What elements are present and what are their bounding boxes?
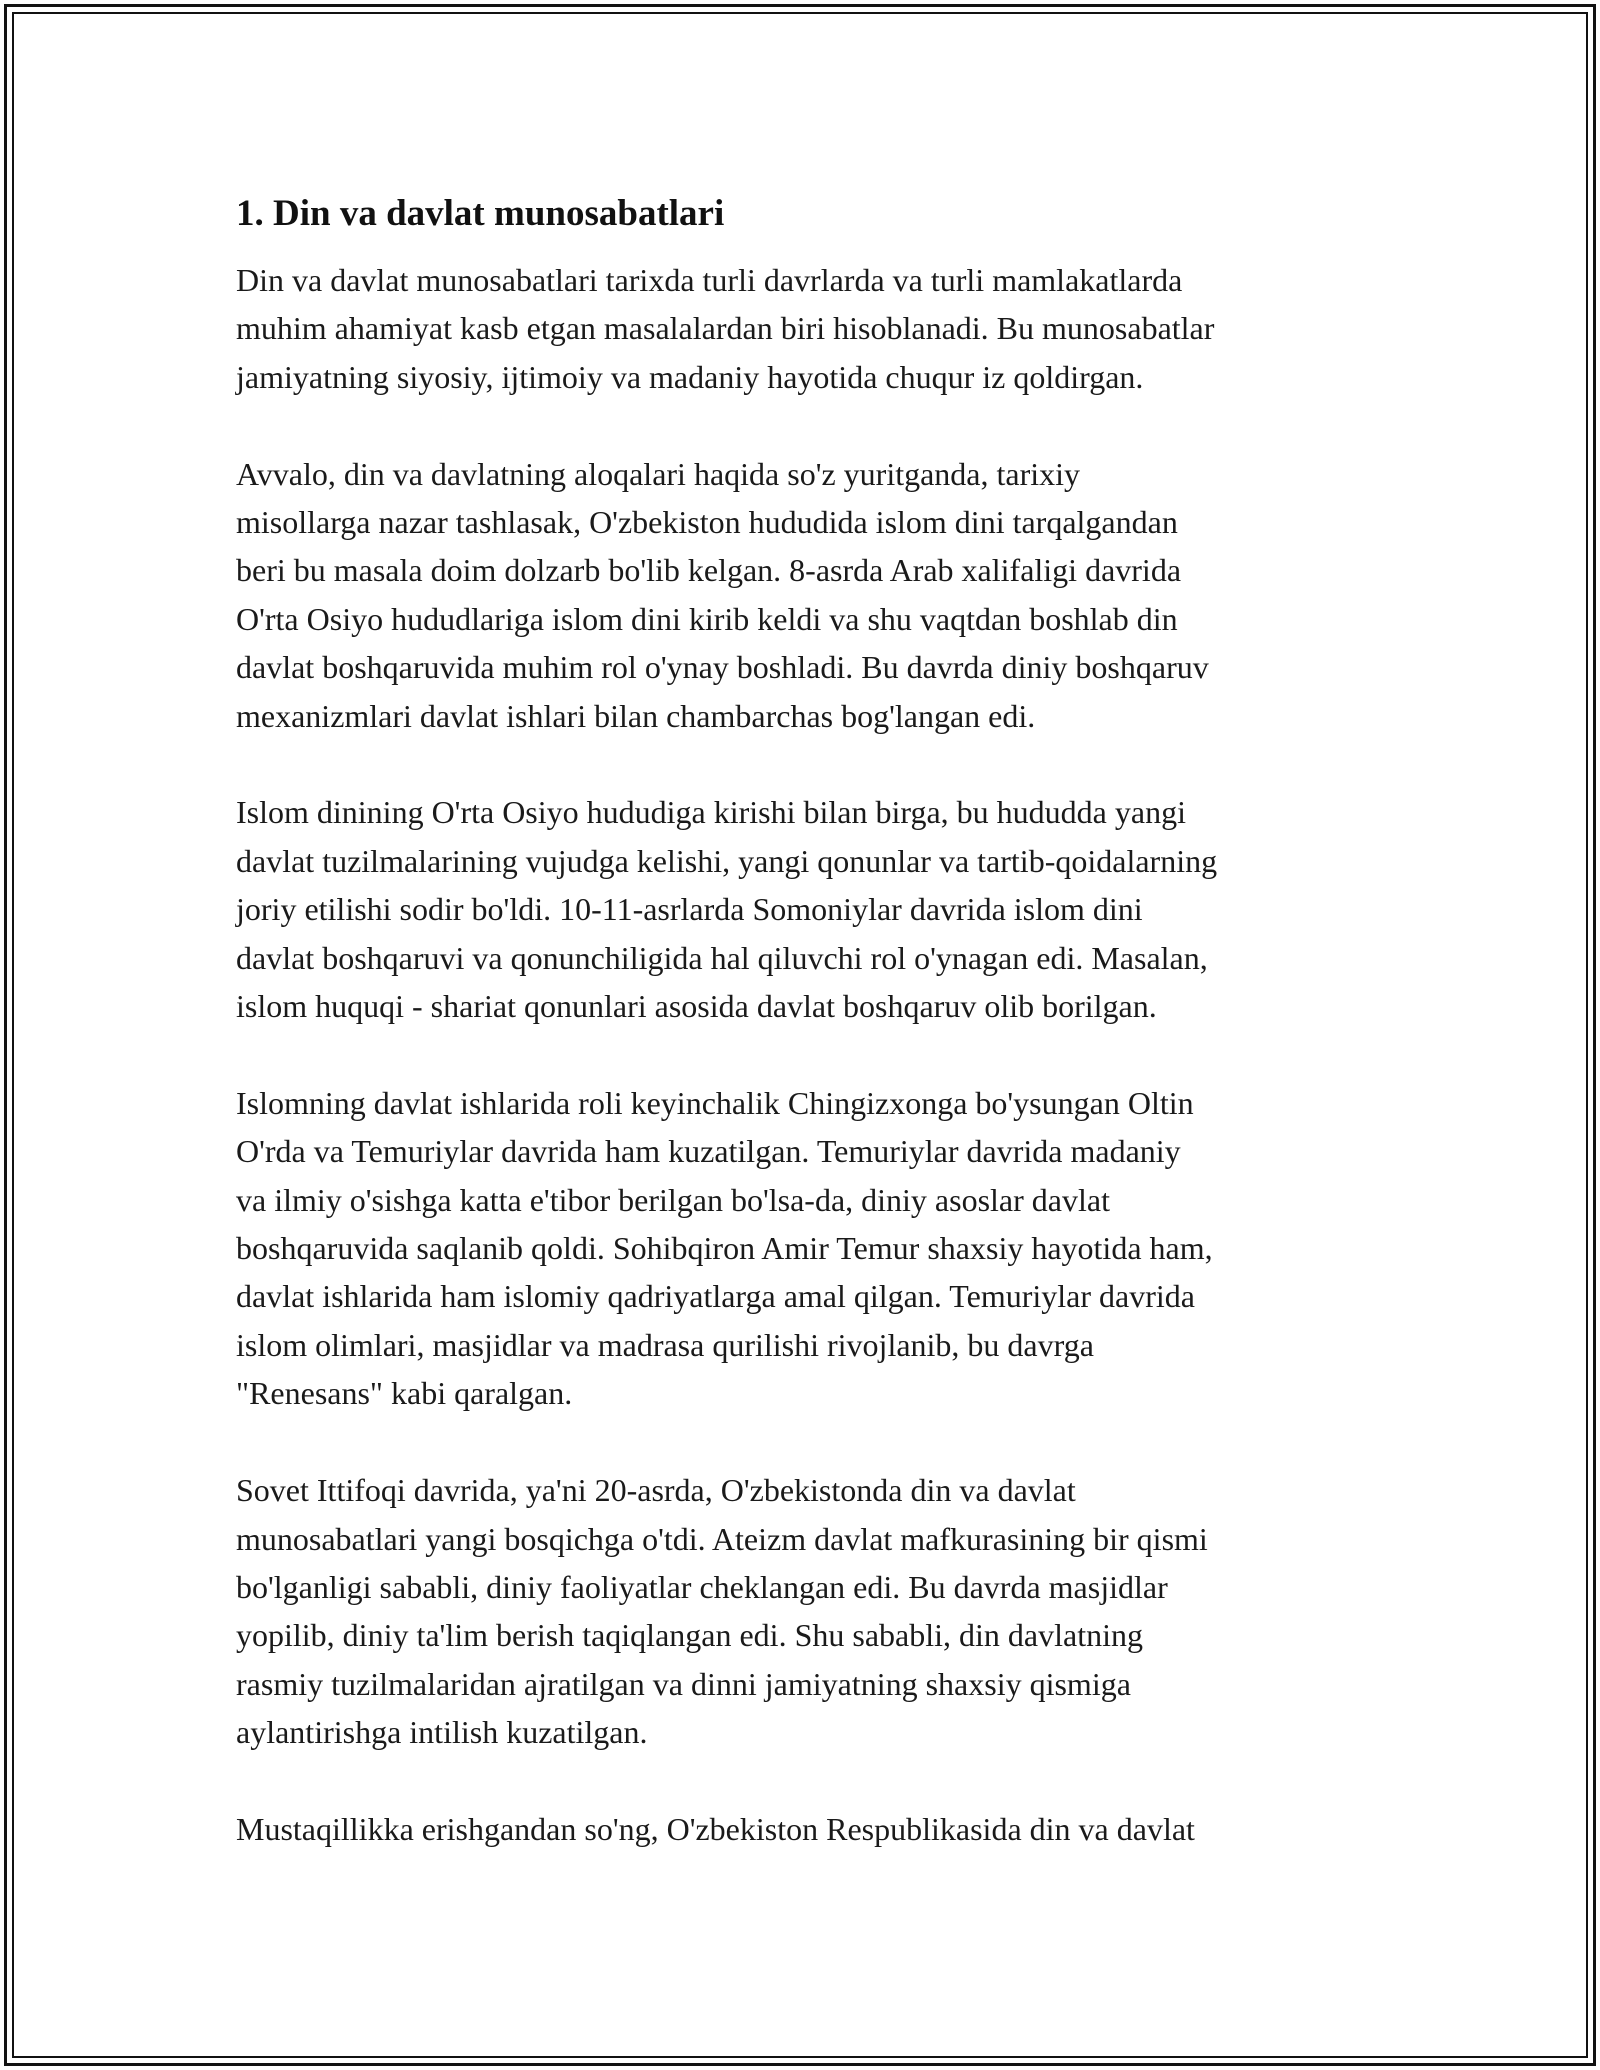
section-heading: 1. Din va davlat munosabatlari [236,193,725,234]
paragraph-intro: Din va davlat munosabatlari tarixda turli davrlarda va turli mamlakatlarda muhim ahamiyat kasb etgan masalalardan biri hisoblanadi. Bu munosabatlar jamiyatning siyosiy, ijtimoiy va madaniy hayotida chuqur iz qoldirgan. [236,262,1215,395]
paragraph-independence: Mustaqillikka erishgandan so'ng, O'zbekiston Respublikasida din va davlat [236,1810,1195,1847]
paragraph-islam-arrival: Avvalo, din va davlatning aloqalari haqida so'z yuritganda, tarixiy misollarga nazar tashlasak, O'zbekiston hududida islom dini tarqalgandan beri bu masala doim dolzarb bo'lib kelgan. 8-asrda Arab xalifaligi davrida O'rta Osiyo hududlariga islom dini kirib keldi va shu vaqtdan boshlab din davlat boshqaruvida muhim rol o'ynay boshladi. Bu davrda diniy boshqaruv mexanizmlari davlat ishlari bilan chambarchas bog'langan edi. [236,455,1209,734]
paragraph-soviet-era: Sovet Ittifoqi davrida, ya'ni 20-asrda, O'zbekistonda din va davlat munosabatlari yangi bosqichga o'tdi. Ateizm davlat mafkurasining bir qismi bo'lganligi sababli, diniy faoliyatlar cheklangan edi. Bu davrda masjidlar yopilib, diniy ta'lim berish taqiqlangan edi. Shu sababli, din davlatning rasmiy tuzilmalaridan ajratilgan va dinni jamiyatning shaxsiy qismiga aylantirishga intilish kuzatilgan. [236,1472,1208,1751]
paragraph-somoniylar: Islom dinining O'rta Osiyo hududiga kirishi bilan birga, bu hududda yangi davlat tuzilmalarining vujudga kelishi, yangi qonunlar va tartib-qoidalarning joriy etilishi sodir bo'ldi. 10-11-asrlarda Somoniylar davrida islom dini davlat boshqaruvi va qonunchiligida hal qiluvchi rol o'ynagan edi. Masalan, islom huquqi - shariat qonunlari asosida davlat boshqaruv olib borilgan. [236,794,1218,1025]
paragraph-temuriylar: Islomning davlat ishlarida roli keyinchalik Chingizxonga bo'ysungan Oltin O'rda va Temuriylar davrida ham kuzatilgan. Temuriylar davrida madaniy va ilmiy o'sishga katta e'tibor berilgan bo'lsa-da, diniy asoslar davlat boshqaruvida saqlanib qoldi. Sohibqiron Amir Temur shaxsiy hayotida ham, davlat ishlarida ham islomiy qadriyatlarga amal qilgan. Temuriylar davrida islom olimlari, masjidlar va madrasa qurilishi rivojlanib, bu davrga "Renesans" kabi qaralgan. [236,1084,1213,1412]
document-body [236,186,1366,1902]
